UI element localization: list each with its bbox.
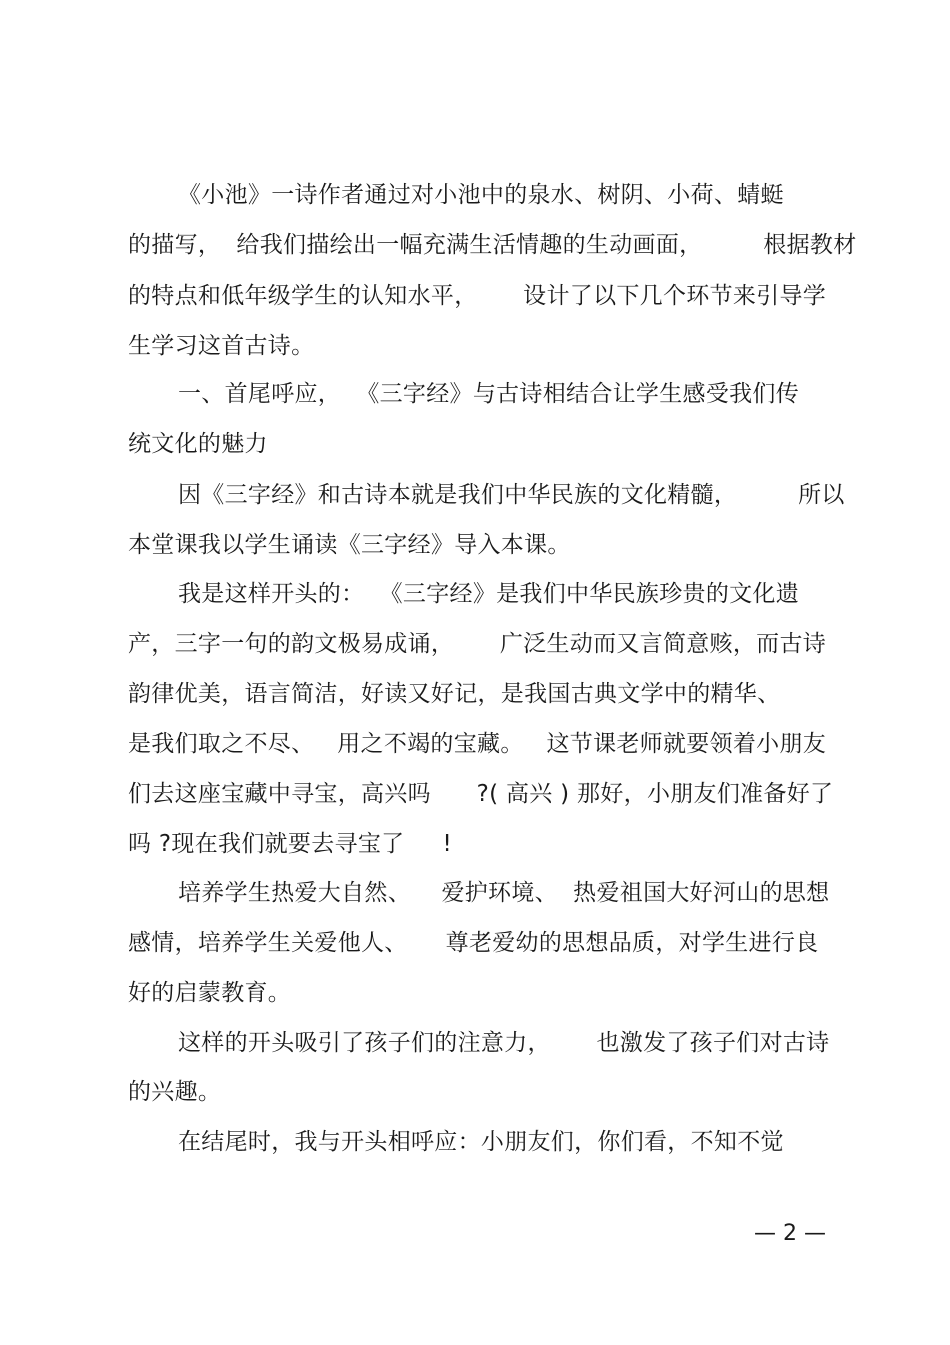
text-line: 们去这座宝藏中寻宝，高兴吗 ?( 高兴 ) 那好，小朋友们准备好了 <box>128 781 834 807</box>
text-line: 好的启蒙教育。 <box>128 980 292 1006</box>
text-line: 我是这样开头的： 《三字经》是我们中华民族珍贵的文化遗 <box>178 581 800 607</box>
text-line: 的描写， 给我们描绘出一幅充满生活情趣的生动画面， 根据教材 <box>128 232 857 258</box>
text-line: 本堂课我以学生诵读《三字经》导入本课。 <box>128 532 571 558</box>
text-line: 培养学生热爱大自然、 爱护环境、 热爱祖国大好河山的思想 <box>178 880 830 906</box>
text-line: 统文化的魅力 <box>128 431 268 457</box>
text-line: 感情，培养学生关爱他人、 尊老爱幼的思想品质，对学生进行良 <box>128 930 819 956</box>
text-line: 的特点和低年级学生的认知水平， 设计了以下几个环节来引导学 <box>128 283 827 309</box>
text-line: 生学习这首古诗。 <box>128 333 315 359</box>
text-line: 韵律优美，语言简洁，好读又好记，是我国古典文学中的精华、 <box>128 681 781 707</box>
text-line: 产，三字一句的韵文极易成诵， 广泛生动而又言简意赅，而古诗 <box>128 631 827 657</box>
text-line: 在结尾时，我与开头相呼应：小朋友们，你们看，不知不觉 <box>178 1129 784 1155</box>
text-line: 是我们取之不尽、 用之不竭的宝藏。 这节课老师就要领着小朋友 <box>128 731 827 757</box>
text-line: 一、首尾呼应， 《三字经》与古诗相结合让学生感受我们传 <box>178 381 800 407</box>
page-number: — 2 — <box>754 1221 826 1246</box>
text-line: 的兴趣。 <box>128 1079 222 1105</box>
text-line: 吗 ?现在我们就要去寻宝了 ! <box>128 831 452 857</box>
text-line: 《小池》一诗作者通过对小池中的泉水、树阴、小荷、蜻蜓 <box>178 182 784 208</box>
text-line: 因《三字经》和古诗本就是我们中华民族的文化精髓， 所以 <box>178 482 845 508</box>
text-line: 这样的开头吸引了孩子们的注意力， 也激发了孩子们对古诗 <box>178 1030 830 1056</box>
